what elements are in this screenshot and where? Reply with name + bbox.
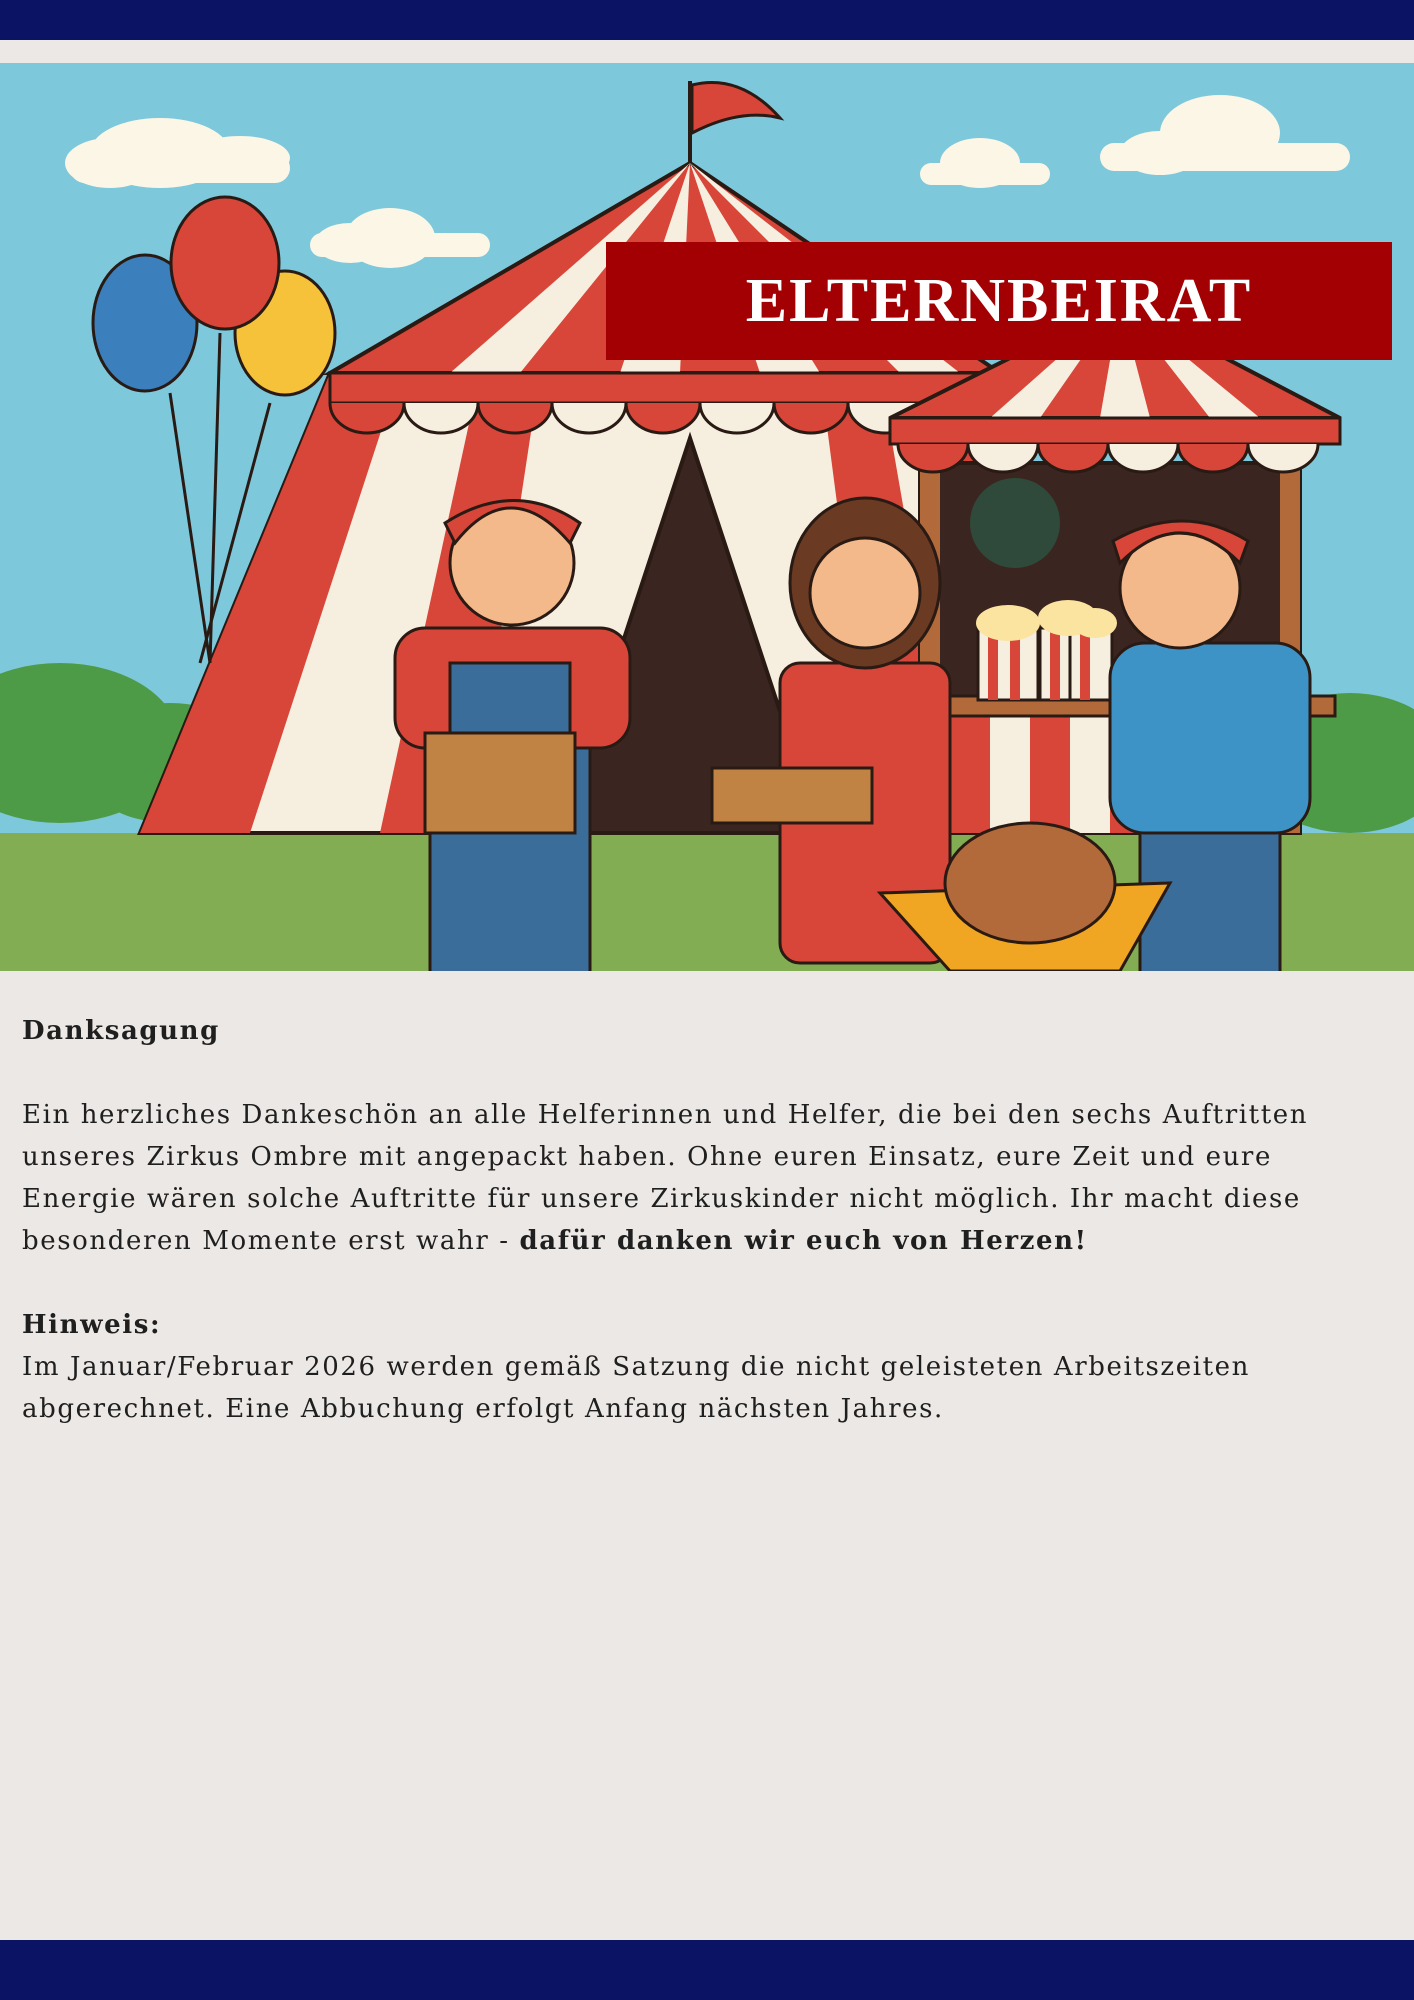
banner-title: ELTERNBEIRAT [745,266,1253,335]
note-text: Im Januar/Februar 2026 werden gemäß Satzung die nicht geleisteten Arbeitszeiten abgerechnet. Eine Abbuchung erfolgt Anfang nächsten Jahres. [22,1352,1251,1424]
note-title: Hinweis: [22,1310,162,1340]
hero-illustration [0,63,1414,971]
bottom-bar [0,1940,1414,2000]
thank-you-paragraph [22,1094,1392,1262]
paragraph-emphasis: dafür danken wir euch von Herzen! [519,1226,1088,1256]
popcorn-icon [976,600,1117,700]
paragraph-text: Ein herzliches Dankeschön an alle Helferinnen und Helfer, die bei den sechs Auftritten unseres Zirkus Ombre mit angepackt haben. Ohne euren Einsatz, eure Zeit und eure Energie wären solche Auftritte für unsere Zirkuskinder nicht möglich. Ihr macht diese besonderen Momente erst wahr - [22,1100,1309,1256]
section-heading: Danksagung [22,1016,220,1046]
banner [606,242,1392,360]
content [22,1010,1392,1430]
top-bar [0,0,1414,40]
